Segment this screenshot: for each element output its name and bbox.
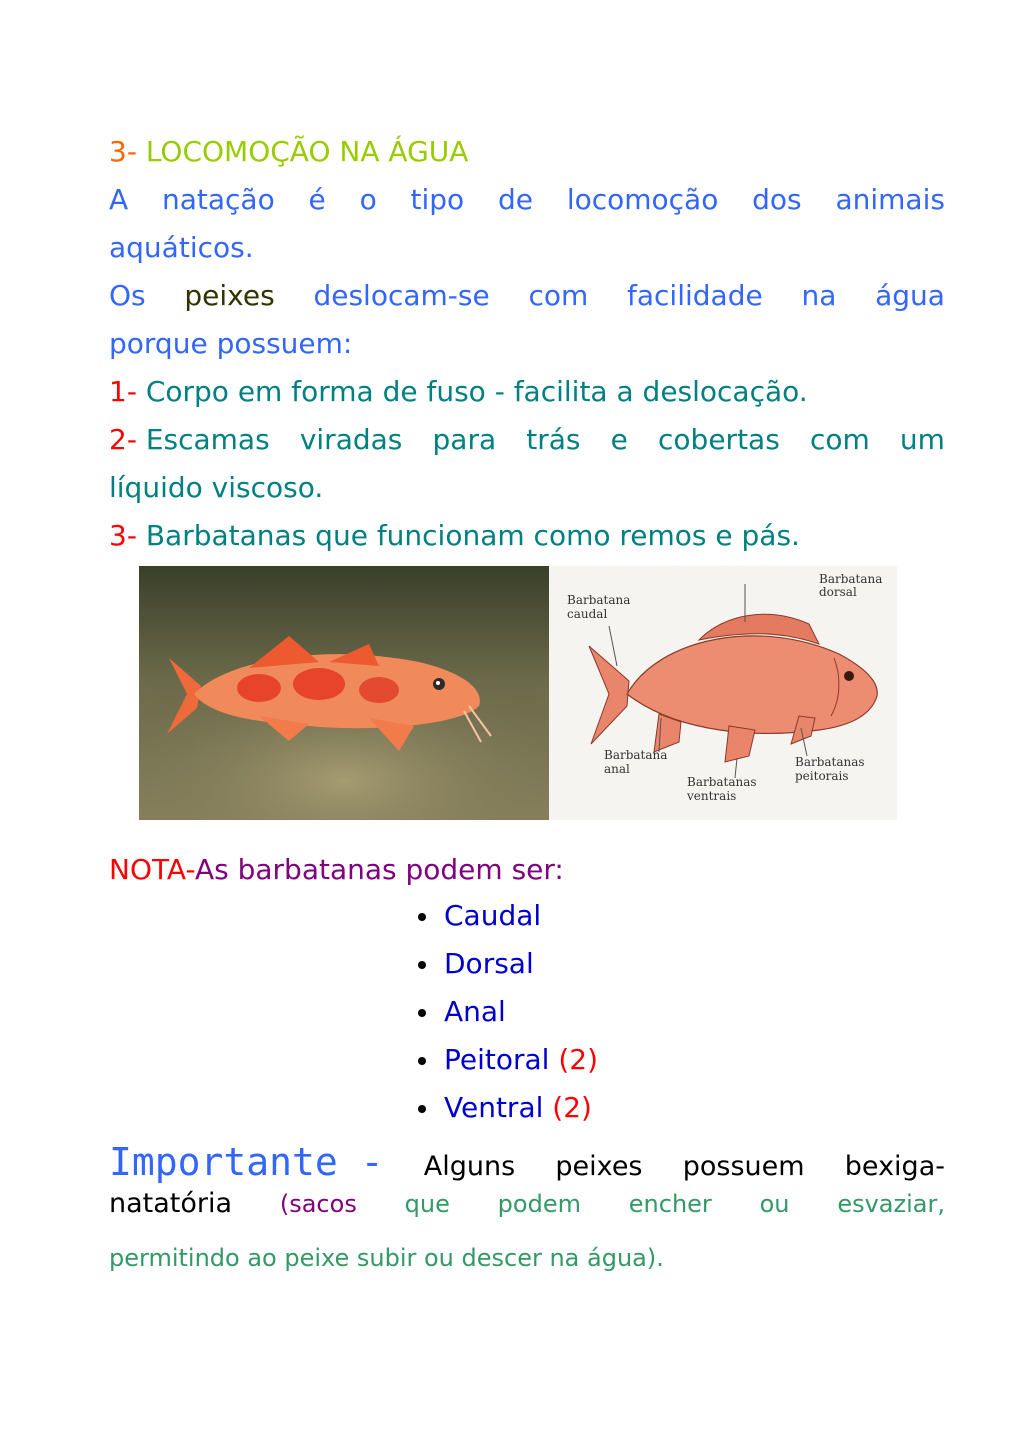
word: dos [752, 183, 802, 216]
red-mullet-photo [139, 566, 549, 820]
word: deslocam-se [313, 279, 490, 312]
intro-line-2: aquáticos. [109, 231, 254, 264]
section-title: LOCOMOÇÃO NA ÁGUA [145, 135, 469, 168]
bullet-icon [418, 1105, 426, 1113]
fin-count: (2) [552, 1091, 592, 1124]
fin-count: (2) [558, 1043, 599, 1076]
label-pectoral-fins-2: peitorais [795, 769, 849, 783]
word: peixes [555, 1151, 643, 1182]
fin-name: Ventral [444, 1091, 544, 1124]
peixes-line-2: porque possuem: [109, 327, 353, 360]
reason-2-lead [109, 416, 270, 464]
fin-name: Anal [444, 995, 506, 1028]
importante-line-1 [109, 1140, 945, 1188]
reason-text: Barbatanas que funcionam como remos e pás. [145, 519, 800, 552]
reason-2-line-2: líquido viscoso. [109, 471, 324, 504]
word: podem [497, 1190, 581, 1218]
label-pectoral-fins-1: Barbatanas [795, 755, 865, 769]
word: Escamas [145, 423, 270, 456]
word: locomoção [566, 183, 719, 216]
list-item [418, 988, 598, 1036]
word: facilidade [627, 279, 763, 312]
word: tipo [410, 183, 465, 216]
importante-block [109, 1140, 945, 1280]
bullet-icon [418, 961, 426, 969]
word: encher [628, 1190, 712, 1218]
word: Alguns [423, 1151, 516, 1182]
bullet-icon [418, 1009, 426, 1017]
bullet-icon [418, 913, 426, 921]
word: viradas [299, 423, 403, 456]
nota-dash: - [185, 853, 195, 886]
intro-line-1 [109, 176, 945, 224]
word: trás [526, 423, 581, 456]
importante-line-2 [109, 1188, 945, 1236]
peixes-line-1 [109, 272, 945, 320]
label-caudal-fin-2: caudal [567, 607, 608, 621]
word: um [899, 423, 945, 456]
list-item [418, 892, 598, 940]
word: A [109, 183, 129, 216]
word: esvaziar, [837, 1190, 945, 1218]
word: e [610, 423, 628, 456]
reason-number: 2- [109, 423, 137, 456]
fin-name: Peitoral [444, 1043, 550, 1076]
label-anal-fin-1: Barbatana [604, 748, 668, 762]
reason-number: 3- [109, 519, 137, 552]
fin-name: Caudal [444, 899, 542, 932]
nota-label: NOTA [109, 853, 186, 886]
reason-number: 1- [109, 375, 137, 408]
word: que [404, 1190, 450, 1218]
fish-figure [139, 566, 897, 820]
word: para [432, 423, 497, 456]
label-ventral-fins-2: ventrais [687, 789, 737, 803]
section-heading [109, 128, 945, 176]
section-number: 3- [109, 135, 137, 168]
reason-2-line-1 [109, 416, 945, 464]
label-ventral-fins-1: Barbatanas [687, 775, 757, 789]
nota-line [109, 846, 564, 894]
keyword-peixes: peixes [184, 279, 275, 312]
word: ou [759, 1190, 790, 1218]
reason-text: Corpo em forma de fuso - facilita a deslocação. [145, 375, 808, 408]
reason-3 [109, 512, 945, 560]
word: (sacos [279, 1190, 357, 1218]
word: com [809, 423, 870, 456]
importante-label: Importante - [109, 1140, 384, 1184]
word: cobertas [658, 423, 780, 456]
word: o [359, 183, 377, 216]
label-caudal-fin-1: Barbatana [567, 593, 631, 607]
importante-line-3: permitindo ao peixe subir ou descer na água). [109, 1244, 664, 1272]
reason-1 [109, 368, 945, 416]
fin-types-list [418, 892, 598, 1132]
word: na [801, 279, 837, 312]
word: com [528, 279, 589, 312]
word: Os [109, 279, 146, 312]
list-item [418, 1036, 598, 1084]
word: possuem [682, 1151, 805, 1182]
word: água [875, 279, 945, 312]
word: natação [161, 183, 275, 216]
word: de [498, 183, 533, 216]
label-dorsal-fin: Barbatana dorsal [819, 572, 883, 599]
word: animais [835, 183, 945, 216]
word: é [308, 183, 326, 216]
list-item [418, 940, 598, 988]
word: bexiga- [844, 1151, 945, 1182]
fin-name: Dorsal [444, 947, 534, 980]
word: natatória [109, 1188, 233, 1219]
label-anal-fin-2: anal [604, 762, 630, 776]
bullet-icon [418, 1057, 426, 1065]
list-item [418, 1084, 598, 1132]
document-body [109, 128, 945, 560]
nota-text: As barbatanas podem ser: [194, 853, 564, 886]
